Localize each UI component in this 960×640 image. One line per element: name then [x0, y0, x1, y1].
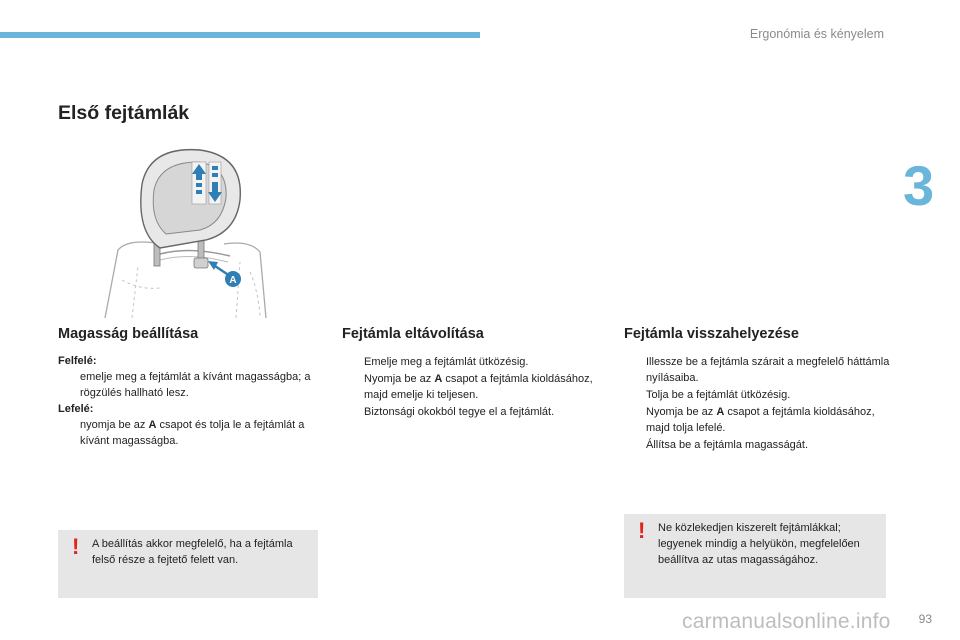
section-header: Ergonómia és kényelem — [749, 27, 884, 41]
up-label: Felfelé: — [58, 355, 97, 367]
section-title: Magasság beállítása — [58, 326, 199, 342]
header-accent-bar — [0, 32, 480, 38]
refitting-section — [624, 326, 894, 454]
page-number: 93 — [918, 612, 932, 626]
list-item: Nyomja be az A csapot a fejtámla kioldásához, majd emelje ki teljesen. — [364, 373, 593, 401]
list-item: Nyomja be az A csapot a fejtámla kioldásához, majd tolja lefelé. — [646, 406, 875, 434]
warning-icon: ! — [638, 518, 646, 543]
headrest-illustration — [100, 140, 275, 318]
list-item: nyomja be az A csapot és tolja le a fejtámlát a kívánt magasságba. — [80, 419, 305, 447]
warning-icon: ! — [72, 534, 80, 559]
chapter-number: 3 — [903, 154, 935, 217]
headrest-diagram — [100, 140, 275, 318]
note-text: Ne közlekedjen kiszerelt fejtámlákkal; legyenek mindig a helyükön, megfelelően beállítva az utas magasságához. — [658, 522, 860, 566]
page-title: Első fejtámlák — [58, 102, 190, 124]
section-title: Fejtámla visszahelyezése — [624, 326, 799, 342]
callout-a-label: A — [229, 275, 237, 286]
note-text: A beállítás akkor megfelelő, ha a fejtámla felső része a fejtető felett van. — [92, 538, 293, 566]
list-item: Biztonsági okokból tegye el a fejtámlát. — [364, 406, 555, 418]
list-item: emelje meg a fejtámlát a kívánt magasságba; a rögzülés hallható lesz. — [80, 371, 311, 399]
watermark: carmanualsonline.info — [682, 610, 891, 633]
section-title: Fejtámla eltávolítása — [342, 326, 484, 342]
list-item: Tolja be a fejtámlát ütközésig. — [646, 389, 791, 401]
height-adjustment-section — [58, 326, 320, 450]
down-label: Lefelé: — [58, 403, 94, 415]
list-item: Emelje meg a fejtámlát ütközésig. — [364, 356, 529, 368]
warning-note — [624, 514, 886, 598]
list-item: Illessze be a fejtámla szárait a megfelelő háttámla nyílásaiba. — [646, 356, 890, 384]
list-item: Állítsa be a fejtámla magasságát. — [646, 439, 809, 451]
warning-note — [58, 530, 318, 598]
removal-section — [342, 326, 604, 421]
